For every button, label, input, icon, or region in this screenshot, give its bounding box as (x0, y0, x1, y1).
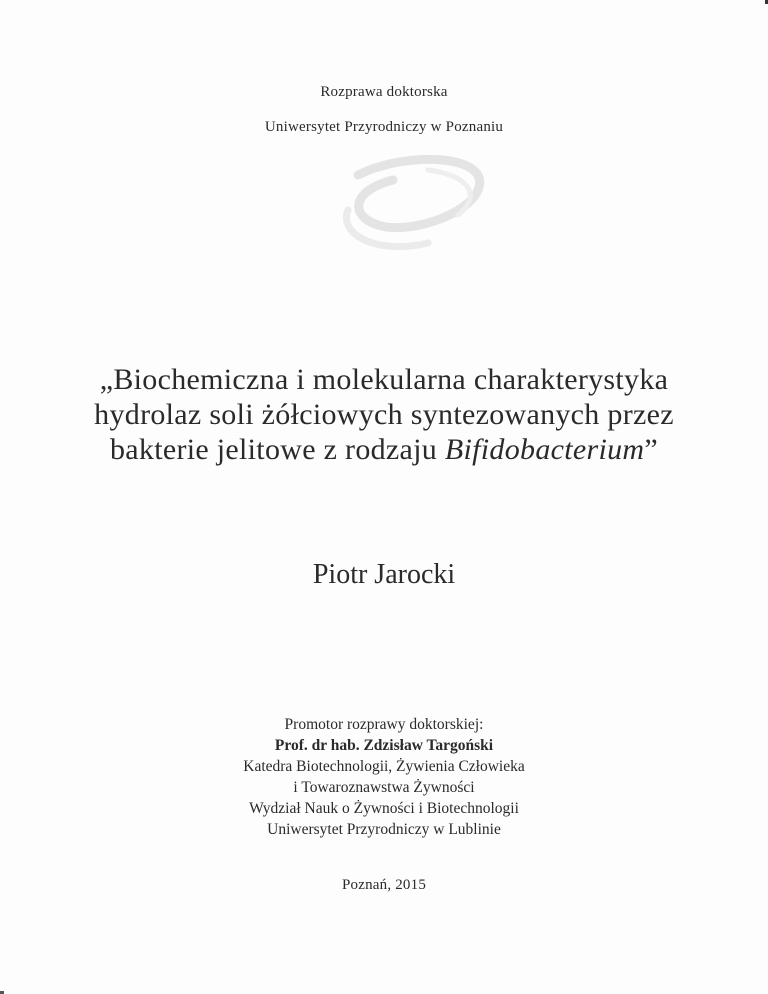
thesis-title-line-3-prefix: bakterie jelitowe z rodzaju (109, 433, 445, 466)
promoter-department-line-1: Katedra Biotechnologii, Żywienia Człowieka (243, 758, 525, 775)
thesis-title-line-2: hydrolaz soli żółciowych syntezowanych przez (94, 398, 674, 431)
promoter-name: Prof. dr hab. Zdzisław Targoński (274, 737, 494, 754)
university-poznan: Uniwersytet Przyrodniczy w Poznaniu (264, 119, 504, 135)
promoter-university: Uniwersytet Przyrodniczy w Lublinie (267, 821, 501, 838)
university-watermark-emblem-icon (318, 155, 508, 255)
promoter-label: Promotor rozprawy doktorskiej: (284, 716, 484, 733)
genus-name: Bifidobacterium (444, 433, 645, 466)
promoter-department-line-2: i Towaroznawstwa Żywności (293, 779, 475, 796)
author-name: Piotr Jarocki (312, 559, 456, 590)
thesis-title-line-3 (0, 432, 768, 468)
closing-quote: ” (644, 433, 659, 466)
thesis-title-line-1: „Biochemiczna i molekularna charakterystyka (99, 363, 669, 396)
place-and-date: Poznań, 2015 (341, 877, 427, 893)
promoter-faculty: Wydział Nauk o Żywności i Biotechnologii (249, 800, 519, 817)
thesis-type: Rozprawa doktorska (320, 84, 448, 100)
